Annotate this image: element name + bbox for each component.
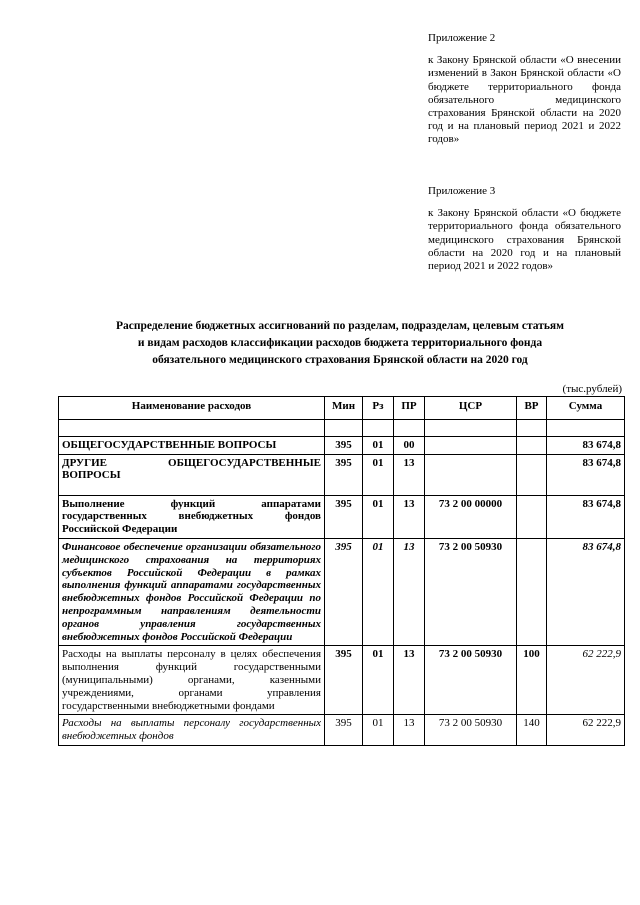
row-name: Расходы на выплаты персоналу в целях обеспечения выполнения функций государственными (муниципальными) органами, казенными учреждениями, органами управления государственными внебюджетными фондами <box>59 646 325 715</box>
budget-table <box>58 396 625 746</box>
title-line-2: и видам расходов классификации расходов бюджета территориального фонда <box>137 337 543 349</box>
row-pr: 13 <box>394 454 425 495</box>
row-vr: 100 <box>517 646 547 715</box>
row-sum: 62 222,9 <box>547 646 625 715</box>
table-row <box>59 538 625 645</box>
row-rz: 01 <box>363 538 394 645</box>
row-csr <box>425 454 517 495</box>
row-sum: 83 674,8 <box>547 495 625 538</box>
table-row <box>59 454 625 495</box>
appendix-3-block <box>428 185 621 273</box>
title-line-3: обязательного медицинского страхования Брянской области на 2020 год <box>152 354 528 366</box>
row-csr: 73 2 00 50930 <box>425 715 517 746</box>
row-rz: 01 <box>363 454 394 495</box>
appendix-2-heading: Приложение 2 <box>428 32 496 44</box>
table-row <box>59 436 625 454</box>
row-pr: 00 <box>394 436 425 454</box>
table-spacer-row <box>59 419 625 436</box>
row-vr <box>517 436 547 454</box>
row-rz: 01 <box>363 715 394 746</box>
row-name: ДРУГИЕ ОБЩЕГОСУДАРСТВЕННЫЕ ВОПРОСЫ <box>59 454 325 495</box>
row-pr: 13 <box>394 646 425 715</box>
row-min: 395 <box>325 538 363 645</box>
row-csr: 73 2 00 00000 <box>425 495 517 538</box>
row-min: 395 <box>325 715 363 746</box>
table-header-row <box>59 397 625 420</box>
header-csr: ЦСР <box>425 397 517 420</box>
row-pr: 13 <box>394 715 425 746</box>
header-min: Мин <box>325 397 363 420</box>
row-sum: 83 674,8 <box>547 538 625 645</box>
row-csr: 73 2 00 50930 <box>425 538 517 645</box>
row-rz: 01 <box>363 436 394 454</box>
row-vr <box>517 538 547 645</box>
header-sum: Сумма <box>547 397 625 420</box>
row-sum: 83 674,8 <box>547 436 625 454</box>
row-sum: 62 222,9 <box>547 715 625 746</box>
table-row <box>59 495 625 538</box>
header-vr: ВР <box>517 397 547 420</box>
title-line-1: Распределение бюджетных ассигнований по разделам, подразделам, целевым статьям <box>115 320 564 332</box>
header-rz: Рз <box>363 397 394 420</box>
row-csr <box>425 436 517 454</box>
row-min: 395 <box>325 495 363 538</box>
row-vr <box>517 495 547 538</box>
row-csr: 73 2 00 50930 <box>425 646 517 715</box>
row-rz: 01 <box>363 646 394 715</box>
row-min: 395 <box>325 646 363 715</box>
row-pr: 13 <box>394 538 425 645</box>
appendix-2-block <box>428 32 621 147</box>
header-name: Наименование расходов <box>59 397 325 420</box>
row-name: ОБЩЕГОСУДАРСТВЕННЫЕ ВОПРОСЫ <box>59 436 325 454</box>
row-min: 395 <box>325 436 363 454</box>
row-name: Финансовое обеспечение организации обязательного медицинского страхования на территориях субъектов Российской Федерации в рамках выполнения функций аппаратами государственных внебюджетных фондов Российской Федерации по непрограммным направлениям деятельности органов управления государственных внебюджетных фондов Российской Федерации <box>59 538 325 645</box>
header-pr: ПР <box>394 397 425 420</box>
row-vr <box>517 454 547 495</box>
row-name: Расходы на выплаты персоналу государственных внебюджетных фондов <box>59 715 325 746</box>
row-sum: 83 674,8 <box>547 454 625 495</box>
row-min: 395 <box>325 454 363 495</box>
row-name: Выполнение функций аппаратами государственных внебюджетных фондов Российской Федерации <box>59 495 325 538</box>
table-row <box>59 715 625 746</box>
document-title <box>40 318 640 369</box>
row-rz: 01 <box>363 495 394 538</box>
appendix-3-text: к Закону Брянской области «О бюджете территориального фонда обязательного медицинского страхования Брянской области на 2020 год и на плановый период 2021 и 2022 годов» <box>428 207 621 273</box>
appendix-3-heading: Приложение 3 <box>428 185 496 197</box>
appendix-2-text: к Закону Брянской области «О внесении изменений в Закон Брянской области «О бюджете территориального фонда обязательного медицинского страхования Брянской области на 2020 год и на плановый период 2021 и 2022 годов» <box>428 54 621 146</box>
table-row <box>59 646 625 715</box>
row-vr: 140 <box>517 715 547 746</box>
row-pr: 13 <box>394 495 425 538</box>
units-label: (тыс.рублей) <box>562 383 622 395</box>
